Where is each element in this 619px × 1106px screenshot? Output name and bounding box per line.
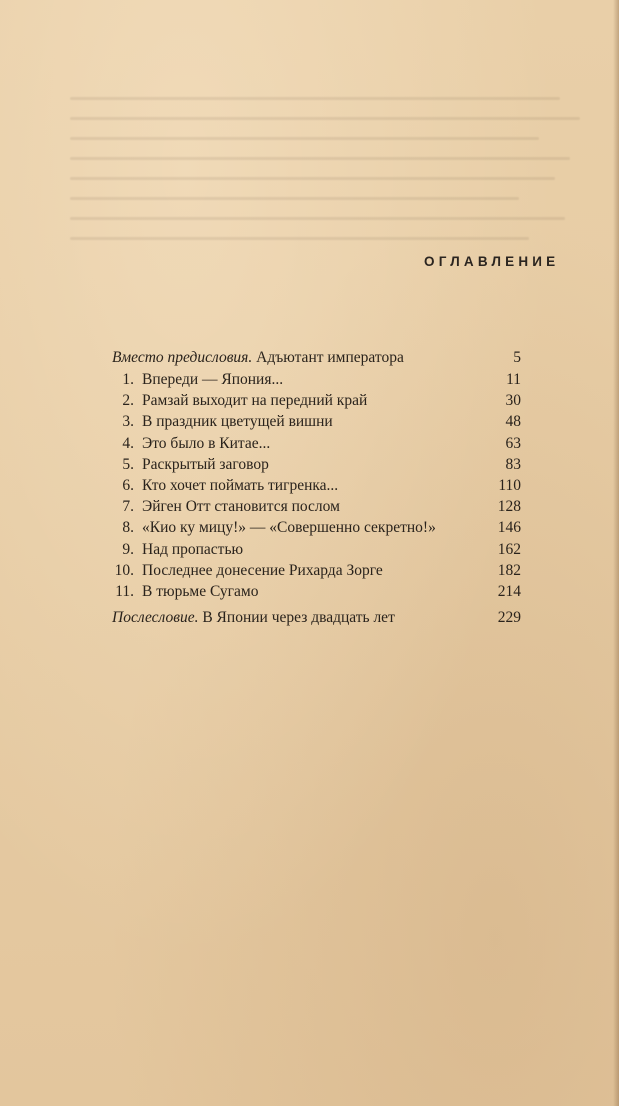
chapter-title: Кто хочет поймать тигренка... — [142, 477, 339, 494]
afterword-title: В Японии через двадцать лет — [198, 609, 395, 626]
toc-entry-afterword[interactable] — [112, 607, 570, 628]
intro-label: Вместо предисловия. — [112, 349, 253, 366]
toc-entry-chapter[interactable] — [112, 475, 570, 496]
chapter-title: «Кио ку мицу!» — «Совершенно секретно!» — [142, 519, 436, 537]
page-edge-shadow — [613, 0, 619, 1106]
chapter-title: Это было в Китае... — [142, 434, 271, 452]
page-number: 146 — [497, 519, 521, 537]
toc-entry-title — [112, 607, 395, 628]
afterword-label: Послесловие. — [112, 609, 199, 626]
contents-heading: ОГЛАВЛЕНИЕ — [424, 254, 560, 269]
page-number: 11 — [506, 371, 521, 388]
toc-entry-intro[interactable] — [112, 347, 570, 368]
toc-entry-chapter[interactable] — [112, 411, 570, 432]
toc-entry-chapter[interactable] — [112, 517, 570, 538]
chapter-title: Рамзай выходит на передний край — [142, 392, 368, 410]
page-number: 83 — [505, 455, 521, 473]
chapter-number: 2. — [122, 392, 134, 410]
toc-entry-title — [112, 347, 404, 368]
chapter-title: В праздник цветущей вишни — [142, 413, 333, 431]
toc-entry-chapter[interactable] — [112, 581, 570, 602]
page-number: 162 — [497, 540, 521, 558]
chapter-title: Над пропастью — [142, 540, 244, 558]
chapter-number: 8. — [122, 519, 134, 537]
toc-entry-chapter[interactable] — [112, 454, 570, 475]
intro-title: Адъютант императора — [252, 349, 404, 366]
chapter-number: 5. — [122, 455, 134, 473]
chapter-title: Последнее донесение Рихарда Зорге — [142, 561, 383, 579]
chapter-number: 11. — [115, 583, 134, 600]
page-number: 214 — [497, 583, 521, 600]
page-number: 229 — [497, 609, 521, 626]
chapter-number: 9. — [122, 540, 134, 558]
chapter-number: 3. — [122, 413, 134, 431]
toc-entry-chapter[interactable] — [112, 496, 570, 517]
chapter-title: Эйген Отт становится послом — [142, 498, 340, 516]
chapter-number: 7. — [122, 498, 134, 516]
chapter-title: В тюрьме Сугамо — [142, 583, 259, 600]
toc-entry-chapter[interactable] — [112, 539, 570, 560]
chapter-title: Раскрытый заговор — [142, 455, 269, 473]
chapter-number: 10. — [114, 561, 134, 579]
toc-entry-chapter[interactable] — [112, 369, 570, 390]
toc-entry-chapter[interactable] — [112, 433, 570, 454]
page-number: 182 — [497, 561, 521, 579]
page-number: 110 — [498, 477, 521, 494]
chapter-number: 6. — [122, 477, 134, 494]
page-number: 63 — [505, 434, 521, 452]
chapter-number: 1. — [122, 371, 134, 388]
chapter-title: Впереди — Япония... — [142, 371, 284, 388]
page-number: 128 — [497, 498, 521, 516]
page-number: 5 — [513, 349, 521, 366]
page-number: 48 — [505, 413, 521, 431]
toc-entry-chapter[interactable] — [112, 390, 570, 411]
chapter-number: 4. — [122, 434, 134, 452]
page-number: 30 — [505, 392, 521, 410]
toc-entry-chapter[interactable] — [112, 560, 570, 581]
